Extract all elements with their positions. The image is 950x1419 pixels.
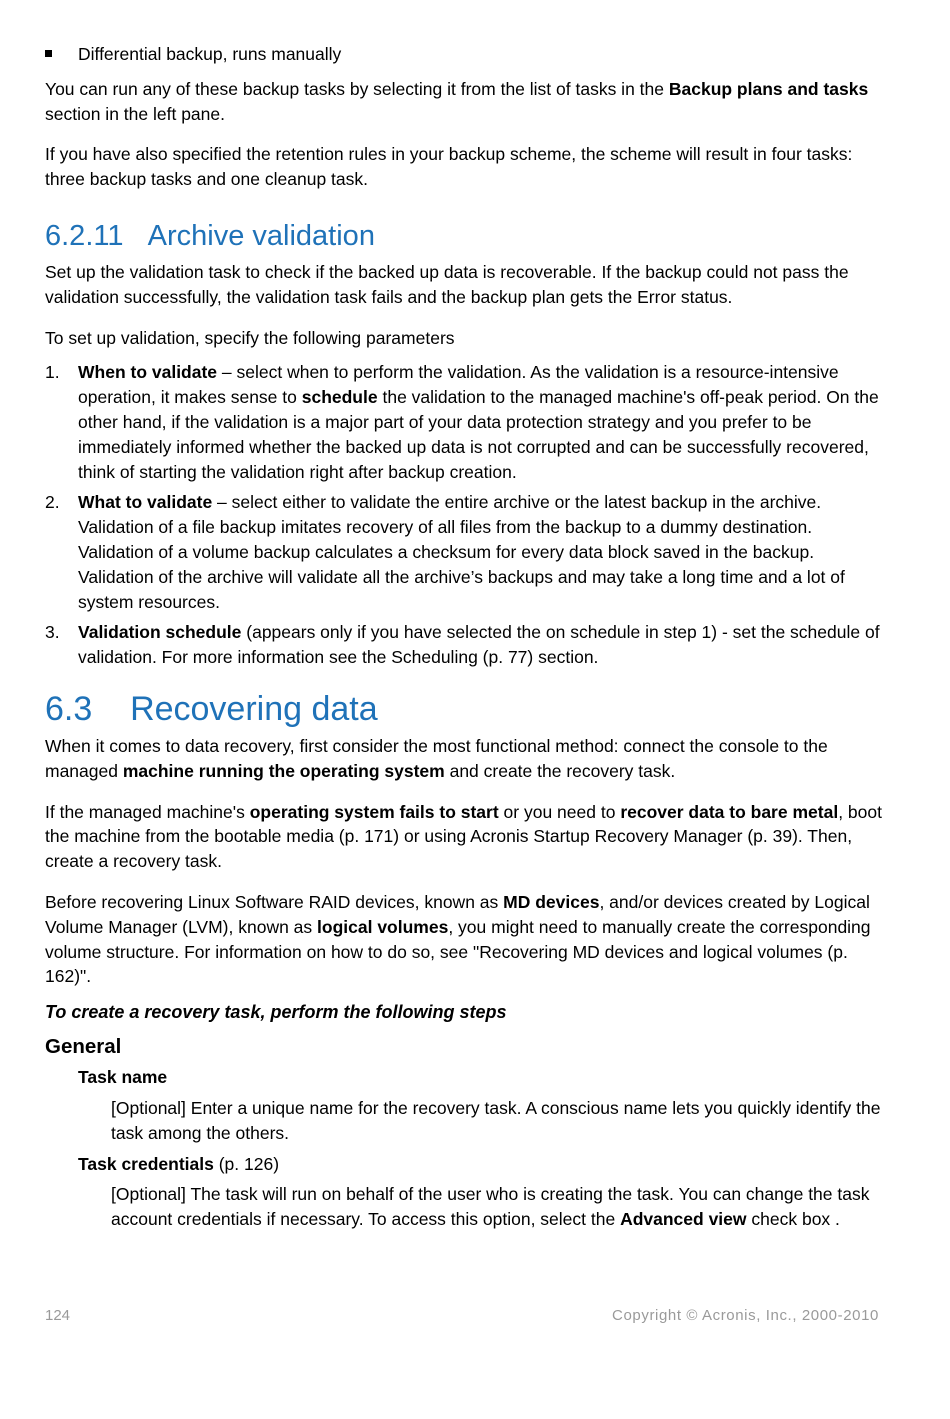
term-task-credentials: Task credentials (p. 126) [78, 1153, 280, 1174]
square-bullet-icon [45, 50, 52, 57]
document-page [45, 42, 885, 1238]
paragraph-validation-lead: To set up validation, specify the following parameters [45, 327, 455, 348]
page-number: 124 [45, 1307, 71, 1324]
paragraph-backup-plans: You can run any of these backup tasks by selecting it from the list of tasks in the Backup plans and tasks section in the left pane. [45, 78, 869, 124]
list-item: 1. When to validate – select when to perform the validation. As the validation is a resource-intensive operation, it makes sense to schedule the validation to the managed machine's off-peak period. On the other hand, if the validation is a major part of your data protection strategy and you prefer to be immediately informed whether the backed up data is not corrupted and can be successfully recovered, think of starting the validation right after backup creation. [45, 362, 879, 482]
heading-archive-validation: 6.2.11 Archive validation [45, 219, 375, 252]
paragraph-recovery-intro: When it comes to data recovery, first consider the most functional method: connect the console to the managed machine running the operating system and create the recovery task. [45, 735, 828, 781]
term-task-name: Task name [78, 1067, 168, 1088]
definition-task-name: [Optional] Enter a unique name for the recovery task. A conscious name lets you quickly identify the task among the others. [111, 1097, 881, 1143]
paragraph-retention: If you have also specified the retention rules in your backup scheme, the scheme will result in four tasks: three backup tasks and one cleanup task. [45, 144, 853, 190]
copyright-notice: Copyright © Acronis, Inc., 2000-2010 [612, 1307, 879, 1324]
list-item: 3. Validation schedule (appears only if you have selected the on schedule in step 1) - set the schedule of validation. For more information see the Scheduling (p. 77) section. [45, 622, 880, 668]
validation-steps-list [45, 360, 885, 670]
paragraph-bootable-media: If the managed machine's operating system fails to start or you need to recover data to bare metal, boot the machine from the bootable media (p. 171) or using Acronis Startup Recovery Manager (p. 39). Then, create a recovery task. [45, 801, 882, 872]
heading-general: General [45, 1035, 122, 1059]
list-item: 2. What to validate – select either to validate the entire archive or the latest backup in the archive. Validation of a file backup imitates recovery of all files from the backup to a dummy destination. Validation of a volume backup calculates a checksum for every data block saved in the backup. Validation of the archive will validate all the archive’s backups and may take a long time and a lot of system resources. [45, 492, 845, 612]
paragraph-md-devices: Before recovering Linux Software RAID devices, known as MD devices, and/or devices created by Logical Volume Manager (LVM), known as logical volumes, you might need to manually create the corresponding volume structure. For information on how to do so, see "Recovering MD devices and logical volumes (p. 162)". [45, 891, 871, 987]
definition-task-credentials: [Optional] The task will run on behalf of the user who is creating the task. You can change the task account credentials if necessary. To access this option, select the Advanced view check box . [111, 1184, 870, 1230]
paragraph-validation-intro: Set up the validation task to check if the backed up data is recoverable. If the backup could not pass the validation successfully, the validation task fails and the backup plan gets the Error status. [45, 261, 849, 307]
procedure-heading: To create a recovery task, perform the following steps [45, 1002, 507, 1023]
bullet-item: Differential backup, runs manually [45, 42, 885, 67]
heading-recovering-data: 6.3 Recovering data [45, 689, 378, 728]
